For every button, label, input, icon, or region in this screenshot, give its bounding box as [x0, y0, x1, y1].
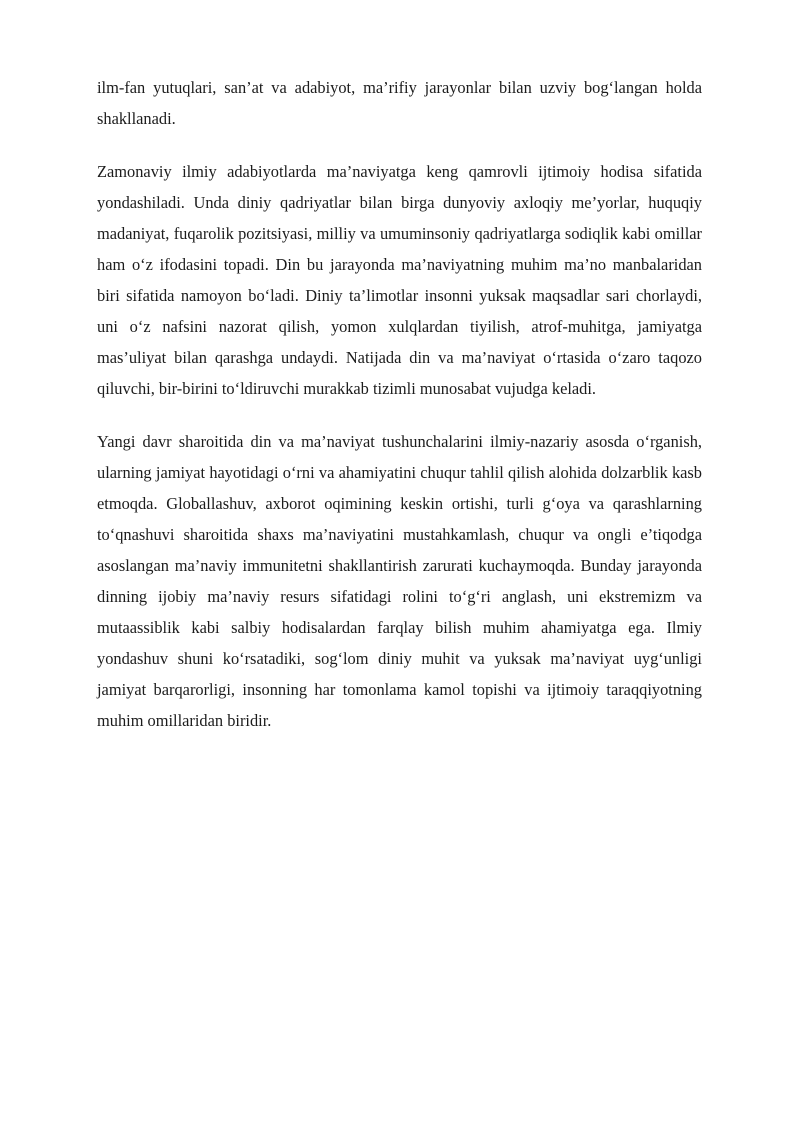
paragraph-1: ilm-fan yutuqlari, san’at va adabiyot, ma’rifiy jarayonlar bilan uzviy bog‘langan holda shakllanadi. — [97, 78, 702, 128]
paragraph-3: Yangi davr sharoitida din va ma’naviyat tushunchalarini ilmiy-nazariy asosda o‘rganish, ularning jamiyat hayotidagi o‘rni va ahamiyatini chuqur tahlil qilish alohida dolzarblik kasb etmoqda. Globallashuv, axborot oqimining keskin ortishi, turli g‘oya va qarashlarning to‘qnashuvi sharoitida shaxs ma’naviyatini mustahkamlash, chuqur va ongli e’tiqodga asoslangan ma’naviy immunitetni shakllantirish zarurati kuchaymoqda. Bunday jarayonda dinning ijobiy ma’naviy resurs sifatidagi rolini to‘g‘ri anglash, uni ekstremizm va mutaassiblik kabi salbiy hodisalardan farqlay bilish muhim ahamiyatga ega. Ilmiy yondashuv shuni ko‘rsatadiki, sog‘lom diniy muhit va yuksak ma’naviyat uyg‘unligi jamiyat barqarorligi, insonning har tomonlama kamol topishi va ijtimoiy taraqqiyotning muhim omillaridan biridir. — [97, 432, 702, 730]
document-body — [97, 72, 702, 736]
paragraph-2: Zamonaviy ilmiy adabiyotlarda ma’naviyatga keng qamrovli ijtimoiy hodisa sifatida yondashiladi. Unda diniy qadriyatlar bilan birga dunyoviy axloqiy me’yorlar, huquqiy madaniyat, fuqarolik pozitsiyasi, milliy va umuminsoniy qadriyatlarga sodiqlik kabi omillar ham o‘z ifodasini topadi. Din bu jarayonda ma’naviyatning muhim ma’no manbalaridan biri sifatida namoyon bo‘ladi. Diniy ta’limotlar insonni yuksak maqsadlar sari chorlaydi, uni o‘z nafsini nazorat qilish, yomon xulqlardan tiyilish, atrof-muhitga, jamiyatga mas’uliyat bilan qarashga undaydi. Natijada din va ma’naviyat o‘rtasida o‘zaro taqozo qiluvchi, bir-birini to‘ldiruvchi murakkab tizimli munosabat vujudga keladi. — [97, 162, 702, 398]
